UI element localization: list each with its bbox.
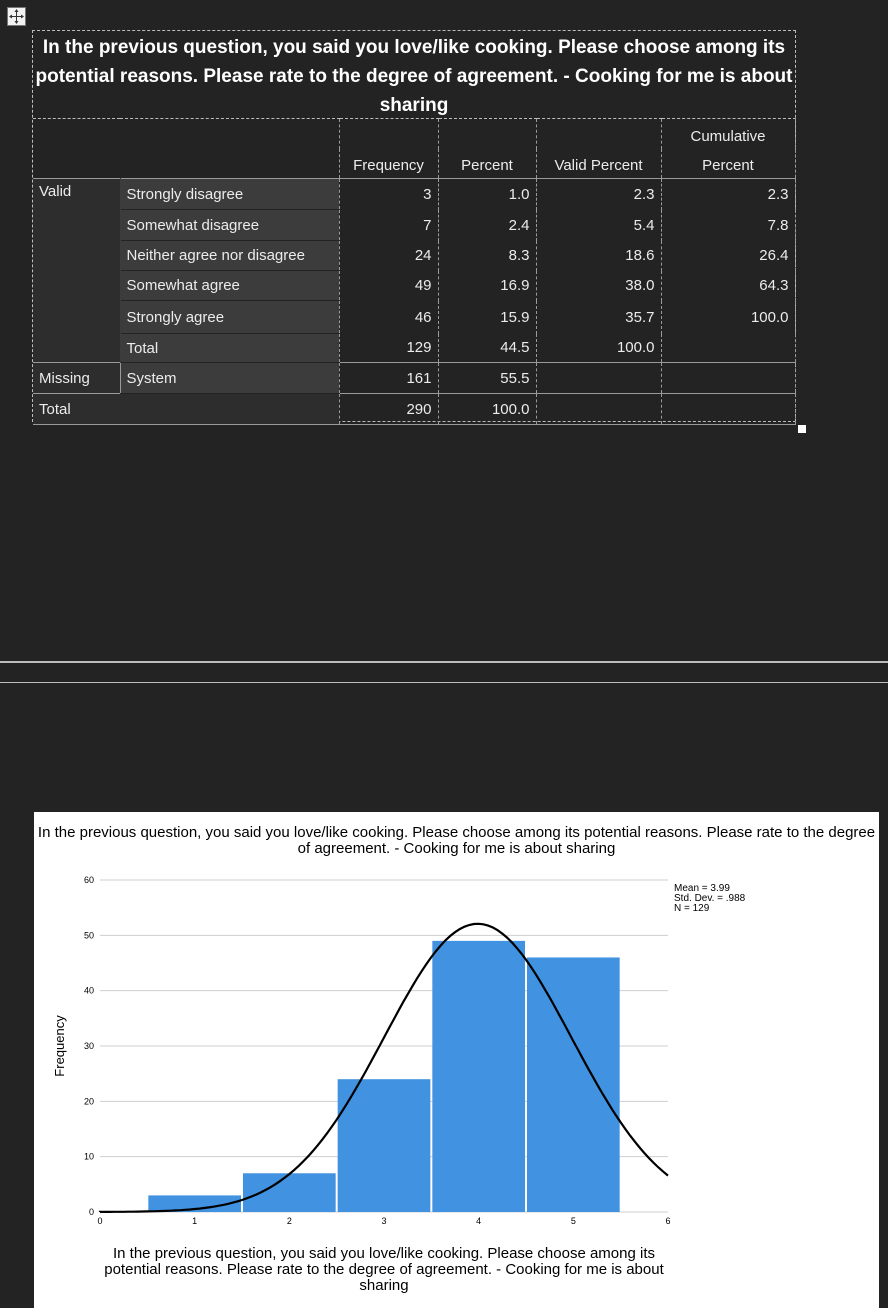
- stat-n: N = 129: [674, 903, 710, 914]
- cell-percent: 8.3: [438, 241, 536, 271]
- chart-y-axis-label: Frequency: [52, 1015, 67, 1077]
- table-row: [33, 271, 795, 301]
- cell-valid-percent: 100.0: [536, 334, 661, 363]
- x-tick-label: 2: [286, 1216, 292, 1226]
- group-total: Total: [33, 394, 339, 425]
- histogram-chart[interactable]: [34, 812, 879, 1308]
- cell-frequency: 161: [339, 363, 438, 394]
- cell-percent: 55.5: [438, 363, 536, 394]
- group-missing: Missing: [33, 363, 120, 394]
- cell-frequency: 3: [339, 179, 438, 210]
- move-handle-icon[interactable]: [7, 7, 26, 26]
- cell-percent: 15.9: [438, 301, 536, 334]
- cell-percent: 1.0: [438, 179, 536, 210]
- section-divider: [0, 682, 888, 683]
- row-label: Strongly disagree: [120, 179, 339, 210]
- cell-valid-percent: 38.0: [536, 271, 661, 301]
- y-tick-label: 20: [83, 1096, 94, 1107]
- table-row: [33, 210, 795, 241]
- row-label: Somewhat disagree: [120, 210, 339, 241]
- chart-title: In the previous question, you said you love/like cooking. Please choose among its potential reasons. Please rate to the degree of agreement. - Cooking for me is about sharing: [37, 824, 876, 857]
- stat-std-dev: Std. Dev. = .988: [674, 893, 746, 904]
- table-row: [33, 301, 795, 334]
- row-label: Strongly agree: [120, 301, 339, 334]
- cell-percent: 44.5: [438, 334, 536, 363]
- header-cumulative: Cumulative: [661, 119, 795, 149]
- cell-valid-percent: 5.4: [536, 210, 661, 241]
- chart-stats: [674, 884, 745, 914]
- cell-frequency: 24: [339, 241, 438, 271]
- cell-valid-percent: 18.6: [536, 241, 661, 271]
- x-tick-label: 4: [476, 1216, 482, 1226]
- table-row: [33, 394, 795, 425]
- chart-plot: [34, 812, 879, 1308]
- row-label: Total: [120, 334, 339, 363]
- y-tick-label: 10: [83, 1151, 94, 1162]
- cell-cumulative: 7.8: [661, 210, 795, 241]
- table-row: [33, 334, 795, 363]
- x-tick-label: 0: [97, 1216, 103, 1226]
- cell-cumulative: [661, 334, 795, 363]
- y-tick-label: 0: [88, 1207, 94, 1217]
- y-tick-label: 30: [83, 1041, 94, 1051]
- cell-valid-percent: 2.3: [536, 179, 661, 210]
- x-tick-label: 1: [192, 1216, 198, 1226]
- y-tick-label: 50: [83, 930, 94, 941]
- table-title: In the previous question, you said you love/like cooking. Please choose among its potential reasons. Please rate to the degree of agreement. - Cooking for me is about sharing: [35, 37, 793, 116]
- histogram-bar: [432, 941, 525, 1212]
- table-row: [33, 241, 795, 271]
- cell-frequency: 290: [339, 394, 438, 425]
- x-tick-label: 5: [570, 1216, 576, 1226]
- cell-percent: 2.4: [438, 210, 536, 241]
- table-row: [33, 363, 795, 394]
- row-label: Neither agree nor disagree: [120, 241, 339, 271]
- stat-mean: Mean = 3.99: [674, 883, 730, 894]
- cell-frequency: 7: [339, 210, 438, 241]
- cell-cumulative: 2.3: [661, 179, 795, 210]
- header-percent: Percent: [438, 119, 536, 179]
- cell-frequency: 129: [339, 334, 438, 363]
- y-tick-label: 40: [83, 985, 94, 996]
- x-tick-label: 3: [381, 1216, 387, 1226]
- cell-percent: 100.0: [438, 394, 536, 425]
- section-divider: [0, 661, 888, 663]
- frequency-table: [33, 118, 796, 425]
- cell-frequency: 46: [339, 301, 438, 334]
- y-tick-label: 60: [83, 875, 94, 885]
- row-label: System: [120, 363, 339, 394]
- cell-cumulative: 100.0: [661, 301, 795, 334]
- histogram-bar: [243, 1173, 336, 1212]
- row-label: Somewhat agree: [120, 271, 339, 301]
- histogram-bar: [527, 957, 620, 1212]
- header-cumulative-percent: Percent: [661, 149, 795, 179]
- x-tick-label: 6: [665, 1216, 671, 1226]
- cell-valid-percent: 35.7: [536, 301, 661, 334]
- header-frequency: Frequency: [339, 119, 438, 179]
- cell-frequency: 49: [339, 271, 438, 301]
- histogram-bar: [338, 1079, 431, 1212]
- header-valid-percent: Valid Percent: [536, 119, 661, 179]
- cell-percent: 16.9: [438, 271, 536, 301]
- table-row: [33, 179, 795, 210]
- cell-cumulative: 26.4: [661, 241, 795, 271]
- chart-x-axis-label: In the previous question, you said you love/like cooking. Please choose among its potential reasons. Please rate to the degree of agreement. - Cooking for me is about sharing: [104, 1245, 664, 1294]
- resize-handle[interactable]: [798, 425, 806, 433]
- group-valid: Valid: [33, 179, 120, 363]
- cell-cumulative: 64.3: [661, 271, 795, 301]
